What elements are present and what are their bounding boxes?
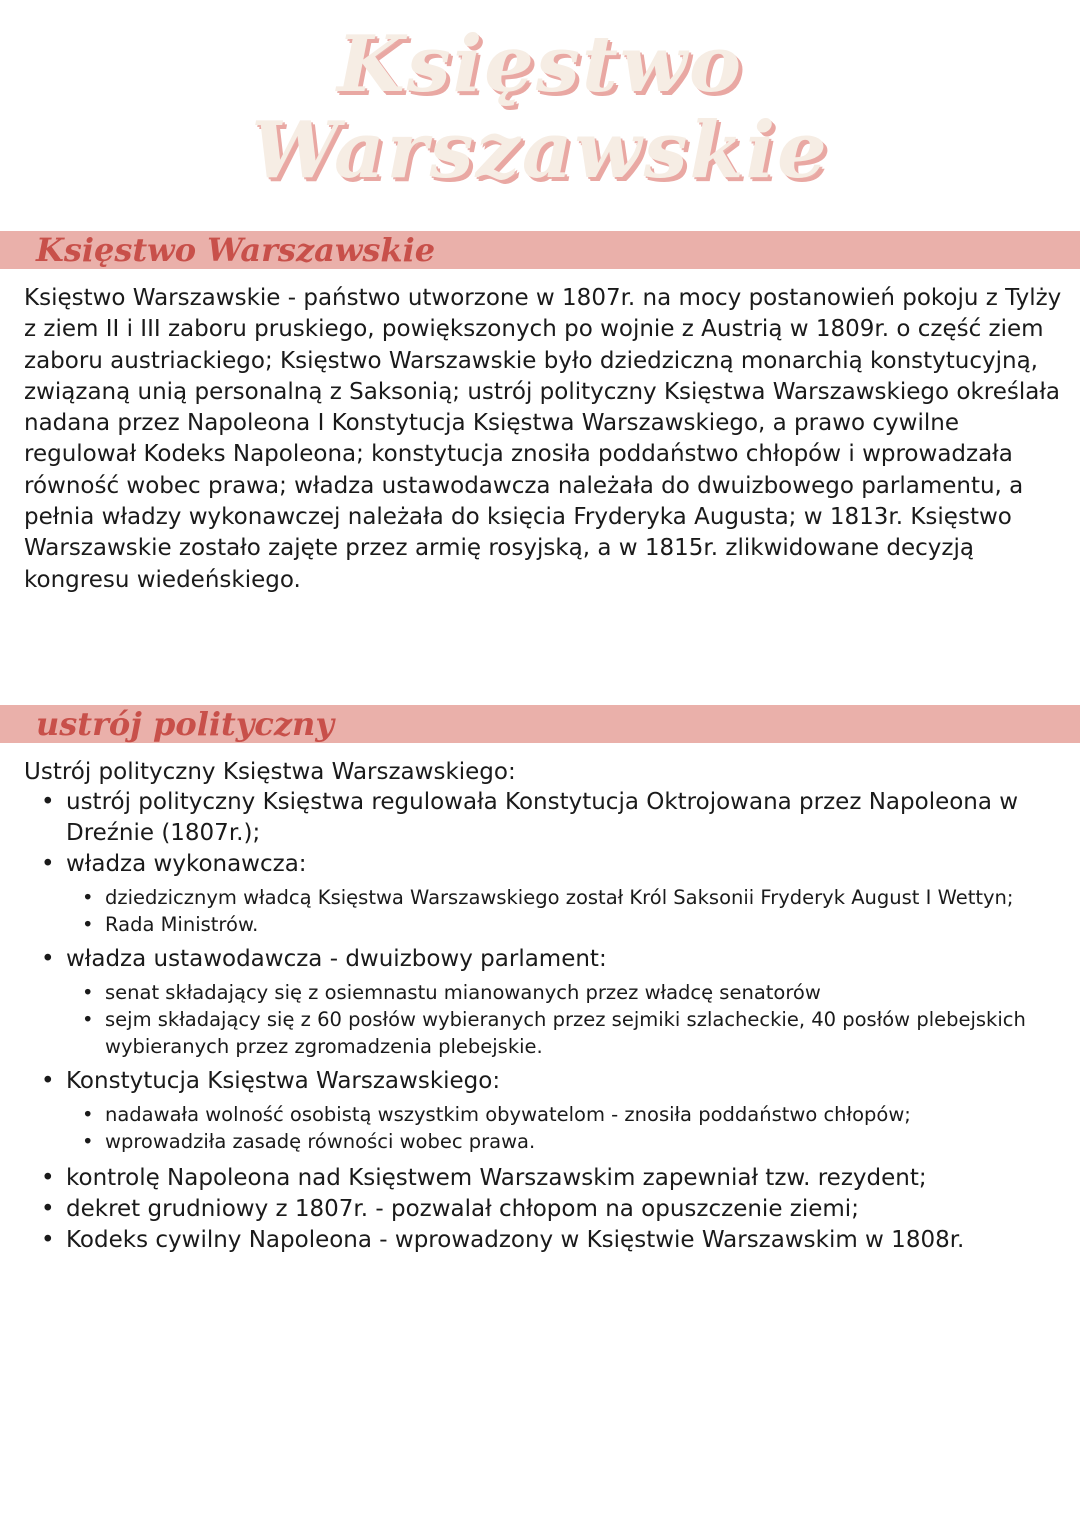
page-title [0, 19, 1080, 196]
sub-list-item: • sejm składający się z 60 posłów wybieranych przez sejmiki szlacheckie, 40 posłów plebejskich wybieranych przez zgromadzenia plebejskie. [66, 1006, 1060, 1060]
sub-list-item: • wprowadziła zasadę równości wobec prawa. [66, 1128, 1060, 1155]
sub-list-item: • nadawała wolność osobistą wszystkim obywatelom - znosiła poddaństwo chłopów; [66, 1101, 1060, 1128]
section-heading-ustroj: ustrój polityczny [36, 705, 334, 743]
page-title-line-2: Warszawskie [251, 105, 829, 196]
section-heading-ksiestwo: Księstwo Warszawskie [36, 231, 436, 269]
list-item: • dekret grudniowy z 1807r. - pozwalał chłopom na opuszczenie ziemi; [0, 1194, 1060, 1225]
sub-list [66, 979, 1060, 1060]
section-heading-band [0, 705, 1080, 743]
sub-list [66, 884, 1060, 938]
page-title-line-1: Księstwo [336, 19, 744, 110]
ustroj-intro: Ustrój polityczny Księstwa Warszawskiego: [24, 759, 516, 785]
sub-list-item: • senat składający się z osiemnastu mianowanych przez władcę senatorów [66, 979, 1060, 1006]
sub-list [66, 1101, 1060, 1155]
list-item: • Konstytucja Księstwa Warszawskiego: • nadawała wolność osobistą wszystkim obywatelom - znosiła poddaństwo chłopów; • wprowadziła zasadę równości wobec prawa. [0, 1066, 1060, 1155]
ksiestwo-description: Księstwo Warszawskie - państwo utworzone w 1807r. na mocy postanowień pokoju z Tylży z ziem II i III zaboru pruskiego, powiększonych po wojnie z Austrią w 1809r. o część ziem zaboru austriackiego; Księstwo Warszawskie było dziedziczną monarchią konstytucyjną, związaną unią personalną z Saksonią; ustrój polityczny Księstwa Warszawskiego określała nadana przez Napoleona I Konstytucja Księstwa Warszawskiego, a prawo cywilne regulował Kodeks Napoleona; konstytucja znosiła poddaństwo chłopów i wprowadzała równość wobec prawa; władza ustawodawcza należała do dwuizbowego parlamentu, a pełnia władzy wykonawczej należała do księcia Fryderyka Augusta; w 1813r. Księstwo Warszawskie zostało zajęte przez armię rosyjską, a w 1815r. zlikwidowane decyzją kongresu wiedeńskiego. [24, 285, 1062, 593]
list-item: • Kodeks cywilny Napoleona - wprowadzony w Księstwie Warszawskim w 1808r. [0, 1225, 1060, 1256]
sub-list-item: • Rada Ministrów. [66, 911, 1060, 938]
list-item: • ustrój polityczny Księstwa regulowała Konstytucja Oktrojowana przez Napoleona w Dreźnie (1807r.); [0, 787, 1060, 849]
ustroj-list [0, 787, 1060, 1256]
list-item: • władza ustawodawcza - dwuizbowy parlament: • senat składający się z osiemnastu mianowanych przez władcę senatorów • sejm składający się z 60 posłów wybieranych przez sejmiki szlacheckie, 40 posłów plebejskich wybieranych przez zgromadzenia plebejskie. [0, 944, 1060, 1060]
list-item: • władza wykonawcza: • dziedzicznym władcą Księstwa Warszawskiego został Król Saksonii Fryderyk August I Wettyn; • Rada Ministrów. [0, 849, 1060, 938]
sub-list-item: • dziedzicznym władcą Księstwa Warszawskiego został Król Saksonii Fryderyk August I Wettyn; [66, 884, 1060, 911]
section-heading-band [0, 231, 1080, 269]
list-item: • kontrolę Napoleona nad Księstwem Warszawskim zapewniał tzw. rezydent; [0, 1163, 1060, 1194]
